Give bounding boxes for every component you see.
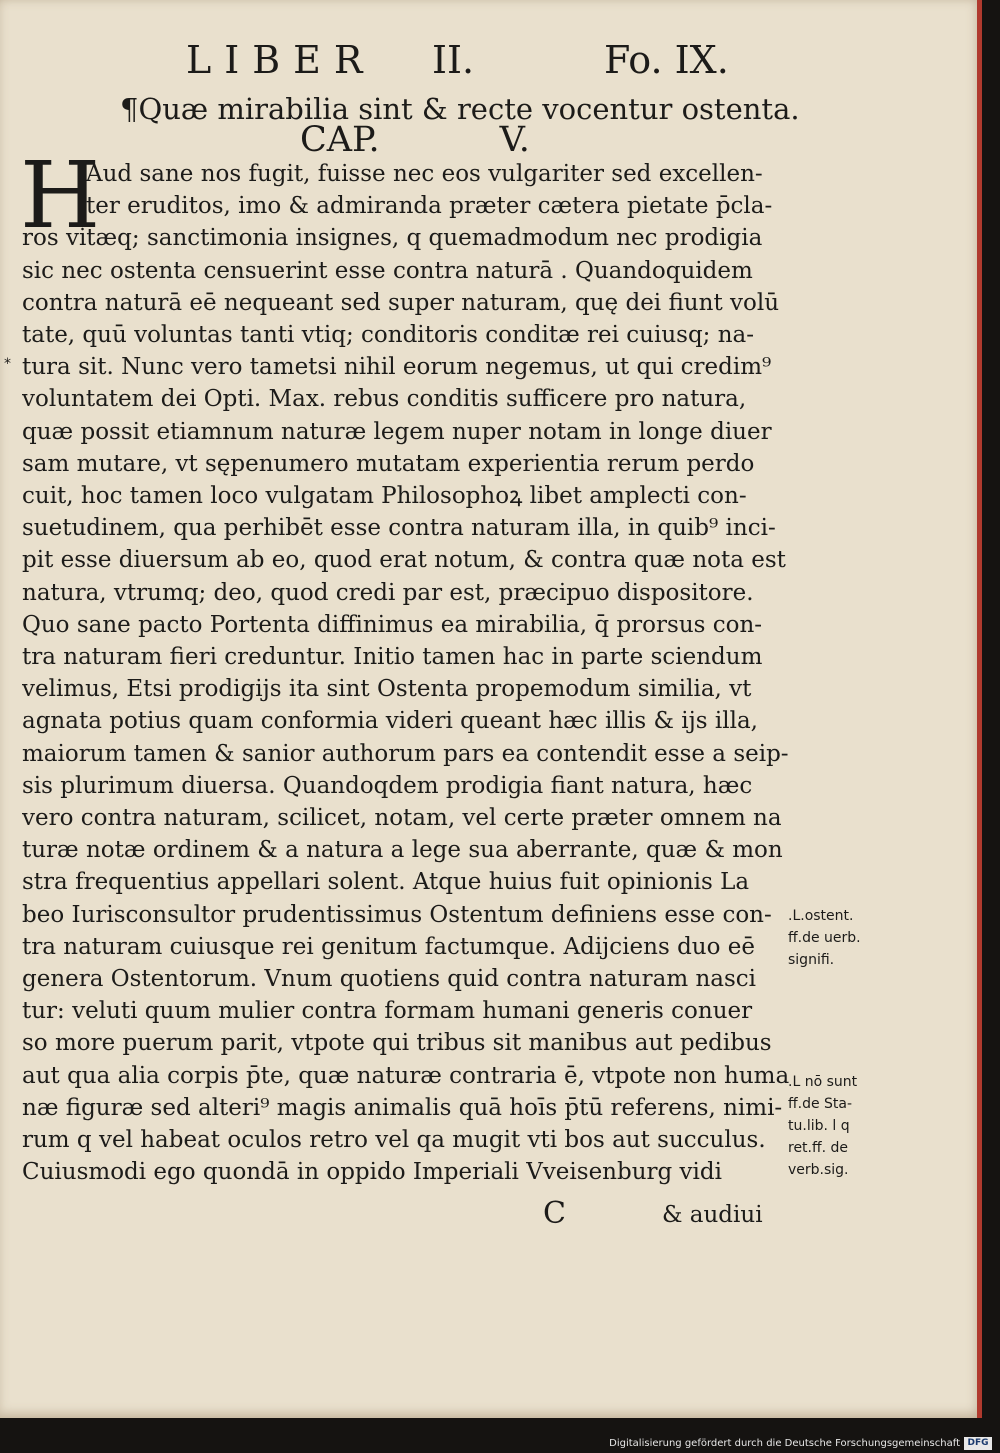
running-head-liber: LIBER bbox=[186, 38, 376, 82]
text-line: voluntatem dei Opti. Max. rebus conditis sufficere pro natura, bbox=[22, 386, 747, 413]
chapter-cap-label: CAP. bbox=[300, 120, 380, 160]
running-head bbox=[0, 38, 982, 88]
chapter-title: ¶Quæ mirabilia sint & recte vocentur ostenta. bbox=[120, 92, 800, 126]
text-line: beo Iurisconsultor prudentissimus Ostentum definiens esse con- bbox=[22, 901, 772, 928]
text-line: ros vitæq; sanctimonia insignes, q quemadmodum nec prodigia bbox=[22, 225, 763, 252]
marginal-note-line: ff.de Sta- bbox=[788, 1096, 853, 1112]
folio-number: Fo. IX. bbox=[604, 38, 729, 82]
text-line: tura sit. Nunc vero tametsi nihil eorum negemus, ut qui credim⁹ bbox=[22, 354, 772, 381]
text-line: næ figuræ sed alteri⁹ magis animalis quā hoīs p̄tū referens, nimi- bbox=[22, 1094, 783, 1121]
text-line: velimus, Etsi prodigijs ita sint Ostenta propemodum similia, vt bbox=[22, 676, 752, 703]
dfg-logo-icon: DFG bbox=[964, 1437, 992, 1450]
text-line: sam mutare, vt sępenumero mutatam experientia rerum perdo bbox=[22, 450, 755, 477]
marginal-note-line: signifi. bbox=[788, 952, 835, 968]
text-line: quæ possit etiamnum naturæ legem nuper notam in longe diuer bbox=[22, 418, 772, 445]
margin-mark: * bbox=[4, 356, 11, 372]
text-line: pit esse diuersum ab eo, quod erat notum, & contra quæ nota est bbox=[22, 547, 786, 574]
chapter-label bbox=[300, 120, 540, 160]
text-line: rum q vel habeat oculos retro vel qa mugit vti bos aut succulus. bbox=[22, 1127, 766, 1153]
running-head-book-number: II. bbox=[432, 38, 475, 82]
text-line: turæ notæ ordinem & a natura a lege sua aberrante, quæ & mon bbox=[22, 837, 783, 864]
text-line: Cuiusmodi ego quondā in oppido Imperiali Vveisenburg vidi bbox=[22, 1159, 722, 1186]
text-line: ter eruditos, imo & admiranda præter cætera pietate p̄cla- bbox=[86, 193, 773, 220]
text-line: tur: veluti quum mulier contra formam humani generis conuer bbox=[22, 998, 753, 1025]
text-line: tra naturam fieri creduntur. Initio tamen hac in parte sciendum bbox=[22, 644, 763, 670]
marginal-note-line: ret.ff. de bbox=[788, 1140, 849, 1156]
page-bottom bbox=[0, 1196, 982, 1236]
catchword: & audiui bbox=[662, 1202, 763, 1228]
text-line: aut qua alia corpis p̄te, quæ naturæ contraria ē, vtpote non huma bbox=[22, 1062, 790, 1089]
chapter-number: V. bbox=[499, 120, 530, 160]
digitization-footer bbox=[0, 1418, 1000, 1453]
text-line: agnata potius quam conformia videri queant hæc illis & ijs illa, bbox=[22, 708, 758, 735]
text-line: natura, vtrumq; deo, quod credi par est, præcipuo dispositore. bbox=[22, 579, 754, 606]
text-line: suetudinem, qua perhibēt esse contra naturam illa, in quib⁹ inci- bbox=[22, 515, 776, 542]
drop-cap: H bbox=[20, 142, 101, 249]
text-line: vero contra naturam, scilicet, notam, vel certe præter omnem na bbox=[22, 805, 782, 831]
marginal-note-line: .L.ostent. bbox=[788, 908, 854, 924]
text-line: maiorum tamen & sanior authorum pars ea contendit esse a seip- bbox=[22, 740, 789, 767]
marginal-note-line: .L nō sunt bbox=[788, 1074, 858, 1090]
text-line: so more puerum parit, vtpote qui tribus sit manibus aut pedibus bbox=[22, 1030, 772, 1057]
text-line: sis plurimum diuersa. Quandoqdem prodigia fiant natura, hæc bbox=[22, 772, 753, 799]
marginal-note-line: tu.lib. l q bbox=[788, 1118, 850, 1134]
funding-credit: Digitalisierung gefördert durch die Deutsche Forschungsgemeinschaft bbox=[609, 1438, 960, 1449]
text-line: cuit, hoc tamen loco vulgatam Philosophoꝝ libet amplecti con- bbox=[22, 483, 747, 509]
text-line: tra naturam cuiusque rei genitum factumque. Adijciens duo eē bbox=[22, 933, 756, 960]
marginal-note-line: ff.de uerb. bbox=[788, 930, 861, 946]
text-line: Aud sane nos fugit, fuisse nec eos vulgariter sed excellen- bbox=[86, 161, 763, 187]
text-line: contra naturā eē nequeant sed super naturam, quę dei fiunt volū bbox=[22, 289, 780, 316]
signature-mark: C bbox=[543, 1196, 566, 1231]
text-line: stra frequentius appellari solent. Atque huius fuit opinionis La bbox=[22, 869, 750, 896]
text-line: sic nec ostenta censuerint esse contra naturā . Quandoquidem bbox=[22, 257, 753, 284]
text-line: tate, quū voluntas tanti vtiq; conditoris conditæ rei cuiusq; na- bbox=[22, 322, 755, 348]
marginal-note-line: verb.sig. bbox=[788, 1162, 849, 1178]
text-line: Quo sane pacto Portenta diffinimus ea mirabilia, q̄ prorsus con- bbox=[22, 611, 763, 638]
text-line: genera Ostentorum. Vnum quotiens quid contra naturam nasci bbox=[22, 966, 757, 992]
